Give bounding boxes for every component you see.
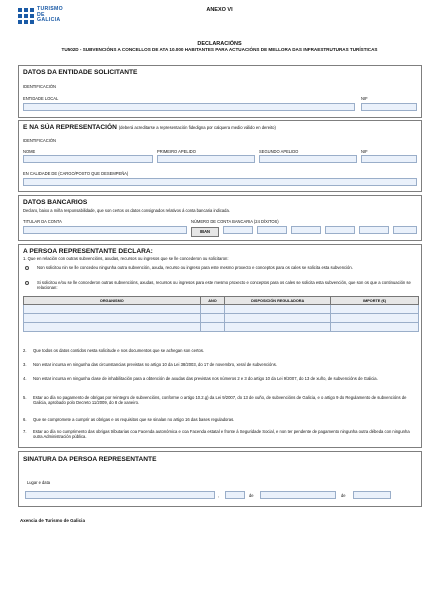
option-1-radio[interactable] <box>25 266 29 270</box>
representative-title-text: E NA SÚA REPRESENTACIÓN <box>23 124 117 131</box>
surname2-label: SEGUNDO APELIDO <box>259 149 299 154</box>
holder-field[interactable] <box>23 226 187 234</box>
annex-label: ANEXO VI <box>206 7 233 13</box>
account-field-4[interactable] <box>325 226 355 234</box>
footer-agency: Axencia de Turismo de Galicia <box>20 518 85 523</box>
cell-input[interactable] <box>24 305 201 314</box>
representative-subtitle: IDENTIFICACIÓN <box>23 138 56 143</box>
account-field-3[interactable] <box>291 226 321 234</box>
option-1-text: Non solicitou nin se lle concedeu ningunha outra subvención, axuda, recurso ou ingreso para este mesmo proxecto e conceptos para os cales se solicita esta subvención. <box>37 265 353 270</box>
account-label: NÚMERO DE CONTA BANCARIA (24 DÍXITOS) <box>191 219 279 224</box>
surname2-field[interactable] <box>259 155 357 163</box>
item-number: 2. <box>23 348 27 353</box>
representative-nif-field[interactable] <box>361 155 417 163</box>
signature-section <box>18 451 422 507</box>
surname1-field[interactable] <box>157 155 255 163</box>
declares-title: A PERSOA REPRESENTANTE DECLARA: <box>23 248 153 255</box>
declares-item-4: Non estar incursa en ningunha clase de inhabilitación para a obtención de axudas das previstas nos números 2 e 3 do artigo 10 da Lei 9/2007, do 13 de xuño, de subvencións de Galicia. <box>33 376 378 381</box>
option-2-radio[interactable] <box>25 281 29 285</box>
declares-item-6: Que se compromete a cumprir as obrigas e os requisitos que se sinalan no artigo 16 das bases reguladoras. <box>33 417 235 422</box>
bank-intro: Declaro, baixo a miña responsabilidade, que son certos os datos consignados relativos á conta bancaria indicada. <box>23 208 230 213</box>
declares-item-7: Estar ao día no cumprimento das obrigas tributarias coa Facenda autonómica e coa Facenda estatal e fronte á Seguridade Social, e non ter pendente de pagamento ningunha outra débeda con ningunha outra Administración pública. <box>33 429 410 440</box>
cell-input[interactable] <box>200 323 225 332</box>
year-field[interactable] <box>353 491 391 499</box>
page-subtitle: TU502D - SUBVENCIÓNS A CONCELLOS DE ATA 10.000 HABITANTES PARA ACTUACIÓNS DE MELLORA DAS INFRAESTRUTURAS TURÍSTICAS <box>61 47 378 52</box>
account-field-1[interactable] <box>223 226 253 234</box>
de-separator-1: de <box>249 493 254 498</box>
logo-line1: TURISMO <box>37 6 64 12</box>
bank-section <box>18 195 422 241</box>
cell-input[interactable] <box>225 323 331 332</box>
place-date-label: Lugar e data <box>27 480 50 485</box>
table-row <box>24 314 419 323</box>
cell-input[interactable] <box>225 314 331 323</box>
applicant-subtitle: IDENTIFICACIÓN <box>23 84 56 89</box>
applicant-nif-field[interactable] <box>361 103 417 111</box>
bank-title: DATOS BANCARIOS <box>23 199 88 206</box>
role-field[interactable] <box>23 178 417 186</box>
item-number: 5. <box>23 395 27 400</box>
applicant-title: DATOS DA ENTIDADE SOLICITANTE <box>23 69 138 76</box>
applicant-nif-label: NIF <box>361 96 368 101</box>
entity-field[interactable] <box>23 103 355 111</box>
item-number: 6. <box>23 417 27 422</box>
de-separator-2: de <box>341 493 346 498</box>
declares-item-5: Estar ao día no pagamento de obrigas por reintegro de subvencións, conforme o artigo 10.2.g) da Lei 9/2007, do 13 de xuño, de subvencións de Galicia, e o artigo 9 do Regulamento de subvencións de Galicia, aprobado polo Decreto 11/2009, do 8 de xaneiro. <box>33 395 407 406</box>
signature-title: SINATURA DA PERSOA REPRESENTANTE <box>23 456 157 463</box>
entity-label: ENTIDADE LOCAL <box>23 96 59 101</box>
representative-section <box>18 120 422 192</box>
col-year: ANO <box>200 297 225 305</box>
col-amount: IMPORTE (€) <box>331 297 419 305</box>
cell-input[interactable] <box>225 305 331 314</box>
cell-input[interactable] <box>24 314 201 323</box>
account-field-6[interactable] <box>393 226 417 234</box>
name-field[interactable] <box>23 155 153 163</box>
surname1-label: PRIMEIRO APELIDO <box>157 149 196 154</box>
option-2-text: Si solicitou e/ou se lle concederon outras subvencións, axudas, recursos ou ingresos para este mesmo proxecto e conceptos para os cales se solicita esta subvención, que son os que a continuación se relacionan: <box>37 280 411 291</box>
name-label: NOME <box>23 149 36 154</box>
declares-item-2: Que todos os datos contidos nesta solicitude e nos documentos que se achegan son certos. <box>33 348 205 353</box>
item-number: 3. <box>23 362 27 367</box>
declares-section <box>18 244 422 448</box>
logo-line2: DE <box>37 11 45 18</box>
cell-input[interactable] <box>331 314 419 323</box>
cell-input[interactable] <box>200 314 225 323</box>
col-regulation: DISPOSICIÓN REGULADORA <box>225 297 331 305</box>
comma-separator: , <box>218 493 220 498</box>
col-organism: ORGANISMO <box>24 297 201 305</box>
day-field[interactable] <box>225 491 245 499</box>
holder-label: TITULAR DA CONTA <box>23 219 62 224</box>
representative-title <box>23 124 276 131</box>
cell-input[interactable] <box>24 323 201 332</box>
logo-line3: GALICIA <box>37 17 61 24</box>
declares-item-3: Non estar incursa en ningunha das circunstancias previstas no artigo 10 da Lei 38/2003, do 17 de novembro, xeral de subvencións. <box>33 362 277 367</box>
table-row <box>24 305 419 314</box>
representative-note: (deberá acreditarse a representación fidedigna por calquera medio válido en dereito) <box>118 125 276 130</box>
role-label: EN CALIDADE DE (CARGO/POSTO QUE DESEMPEÑA) <box>23 171 129 176</box>
declares-item-1: 1. Que en relación con outras subvencións, axudas, recursos ou ingresos que se lle concederon ou solicitaron: <box>23 256 229 261</box>
cell-input[interactable] <box>200 305 225 314</box>
representative-nif-label: NIF <box>361 149 368 154</box>
subsidies-table <box>23 296 419 332</box>
table-header-row <box>24 297 419 305</box>
page-title: DECLARACIÓNS <box>197 41 242 47</box>
cell-input[interactable] <box>331 323 419 332</box>
item-number: 7. <box>23 429 27 434</box>
applicant-section <box>18 65 422 118</box>
cell-input[interactable] <box>331 305 419 314</box>
account-field-5[interactable] <box>359 226 389 234</box>
account-field-2[interactable] <box>257 226 287 234</box>
item-number: 4. <box>23 376 27 381</box>
table-row <box>24 323 419 332</box>
month-field[interactable] <box>260 491 336 499</box>
place-field[interactable] <box>25 491 215 499</box>
iban-label: IBAN <box>191 227 219 237</box>
